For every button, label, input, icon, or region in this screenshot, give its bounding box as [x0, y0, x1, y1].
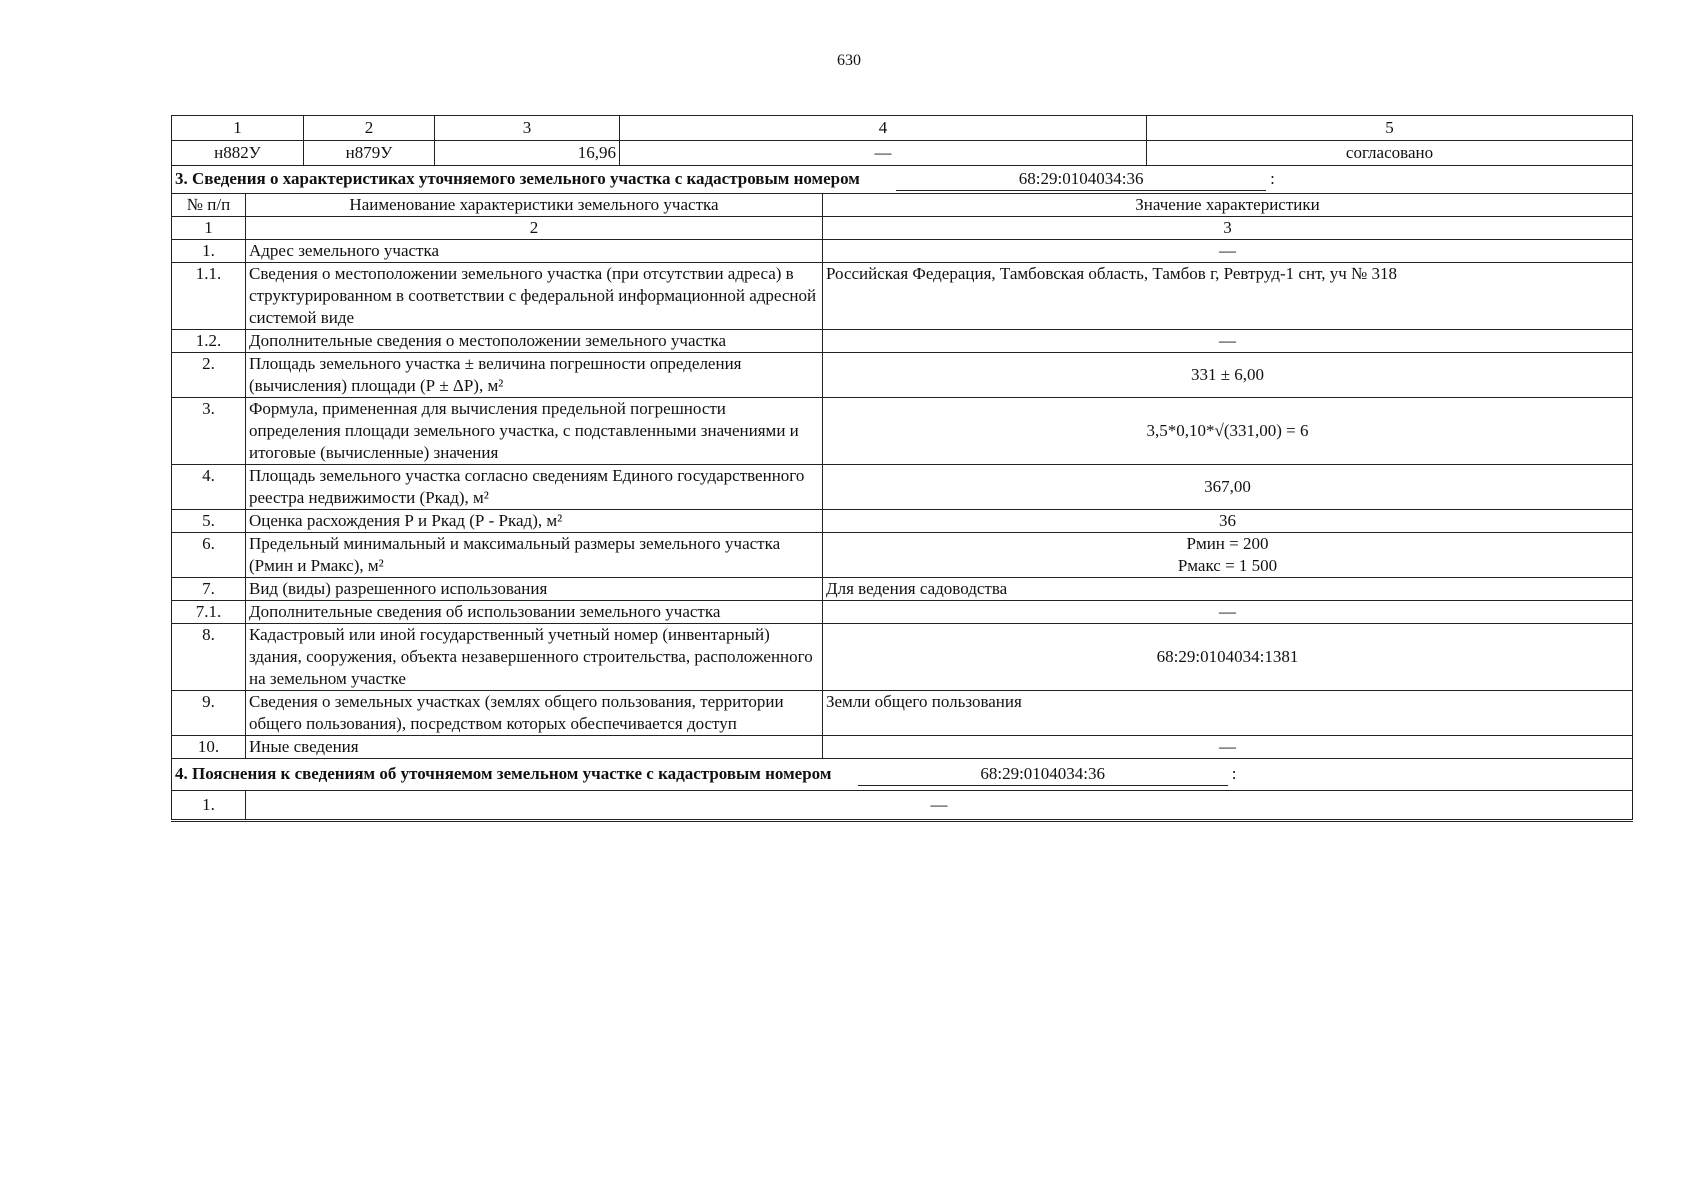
row-name: Площадь земельного участка согласно сведениям Единого государственного реестра недвижимости (Ркад), м²	[246, 465, 823, 510]
points-table	[171, 115, 1633, 166]
col-header-name: Наименование характеристики земельного участка	[246, 194, 823, 217]
table-row	[172, 533, 1633, 578]
row-value: Для ведения садоводства	[823, 578, 1633, 601]
col-header-num: № п/п	[172, 194, 246, 217]
row-number: 1.1.	[172, 263, 246, 330]
row-value: —	[823, 601, 1633, 624]
section3-table	[171, 166, 1633, 822]
row-number: 9.	[172, 691, 246, 736]
section4-cadastral-number: 68:29:0104034:36	[858, 763, 1228, 786]
table-row	[172, 601, 1633, 624]
row-number: 1.	[172, 791, 246, 821]
agreement-status: согласовано	[1147, 141, 1633, 166]
section4-title: 4. Пояснения к сведениям об уточняемом земельном участке с кадастровым номером	[175, 764, 832, 783]
row-value: —	[246, 791, 1633, 821]
table-row	[172, 510, 1633, 533]
document-sheet	[171, 115, 1633, 822]
size-min: Рмин = 200	[1186, 534, 1269, 553]
table-row	[172, 624, 1633, 691]
section3-cadastral-number: 68:29:0104034:36	[896, 168, 1266, 191]
table-row	[172, 691, 1633, 736]
row-name: Формула, примененная для вычисления предельной погрешности определения площади земельного участка, с подставленными значениями и итоговые (вычисленные) значения	[246, 398, 823, 465]
row-value: 3,5*0,10*√(331,00) = 6	[823, 398, 1633, 465]
point-from: н882У	[172, 141, 304, 166]
table-row	[172, 791, 1633, 821]
col-header-value: Значение характеристики	[823, 194, 1633, 217]
row-number: 5.	[172, 510, 246, 533]
row-number: 7.1.	[172, 601, 246, 624]
table-row	[172, 263, 1633, 330]
row-name: Сведения о земельных участках (землях общего пользования, территории общего пользования), посредством которых обеспечивается доступ	[246, 691, 823, 736]
row-number: 7.	[172, 578, 246, 601]
points-col-2: 2	[304, 116, 435, 141]
row-name: Адрес земельного участка	[246, 240, 823, 263]
row-number: 2.	[172, 353, 246, 398]
points-table-header	[172, 116, 1633, 141]
row-value: Российская Федерация, Тамбовская область, Тамбов г, Ревтруд-1 снт, уч № 318	[823, 263, 1633, 330]
row-value	[823, 533, 1633, 578]
table-row	[172, 578, 1633, 601]
points-col-1: 1	[172, 116, 304, 141]
row-name: Кадастровый или иной государственный учетный номер (инвентарный) здания, сооружения, объекта незавершенного строительства, расположенного на земельном участке	[246, 624, 823, 691]
point-to: н879У	[304, 141, 435, 166]
segment-length: 16,96	[435, 141, 620, 166]
row-number: 8.	[172, 624, 246, 691]
col-number-2: 2	[246, 217, 823, 240]
row-name: Вид (виды) разрешенного использования	[246, 578, 823, 601]
section3-title: 3. Сведения о характеристиках уточняемого земельного участка с кадастровым номером	[175, 169, 860, 188]
col-number-1: 1	[172, 217, 246, 240]
section4-title-row	[172, 759, 1633, 791]
row-number: 6.	[172, 533, 246, 578]
segment-note: —	[620, 141, 1147, 166]
row-number: 1.	[172, 240, 246, 263]
row-name: Оценка расхождения Р и Ркад (Р - Ркад), м²	[246, 510, 823, 533]
col-number-3: 3	[823, 217, 1633, 240]
row-number: 1.2.	[172, 330, 246, 353]
row-number: 4.	[172, 465, 246, 510]
row-value: —	[823, 330, 1633, 353]
row-value: 68:29:0104034:1381	[823, 624, 1633, 691]
section3-colon: :	[1270, 169, 1275, 188]
points-table-row	[172, 141, 1633, 166]
row-name: Дополнительные сведения об использовании земельного участка	[246, 601, 823, 624]
row-name: Сведения о местоположении земельного участка (при отсутствии адреса) в структурированном в соответствии с федеральной информационной адресной системой виде	[246, 263, 823, 330]
row-value: 367,00	[823, 465, 1633, 510]
points-col-4: 4	[620, 116, 1147, 141]
section3-col-numbers	[172, 217, 1633, 240]
row-name: Дополнительные сведения о местоположении земельного участка	[246, 330, 823, 353]
table-row	[172, 353, 1633, 398]
row-name: Площадь земельного участка ± величина погрешности определения (вычисления) площади (Р ± ΔР), м²	[246, 353, 823, 398]
section3-title-row	[172, 166, 1633, 194]
row-value: —	[823, 240, 1633, 263]
row-value: 36	[823, 510, 1633, 533]
row-number: 3.	[172, 398, 246, 465]
row-value: —	[823, 736, 1633, 759]
points-col-5: 5	[1147, 116, 1633, 141]
section3-col-headers	[172, 194, 1633, 217]
table-row	[172, 465, 1633, 510]
row-name: Иные сведения	[246, 736, 823, 759]
section4-colon: :	[1231, 764, 1237, 783]
row-value: Земли общего пользования	[823, 691, 1633, 736]
table-row	[172, 736, 1633, 759]
row-number: 10.	[172, 736, 246, 759]
page-number: 630	[837, 52, 861, 69]
table-row	[172, 398, 1633, 465]
row-value: 331 ± 6,00	[823, 353, 1633, 398]
table-row	[172, 330, 1633, 353]
size-max: Рмакс = 1 500	[1177, 556, 1278, 575]
table-row	[172, 240, 1633, 263]
points-col-3: 3	[435, 116, 620, 141]
row-name: Предельный минимальный и максимальный размеры земельного участка (Рмин и Рмакс), м²	[246, 533, 823, 578]
